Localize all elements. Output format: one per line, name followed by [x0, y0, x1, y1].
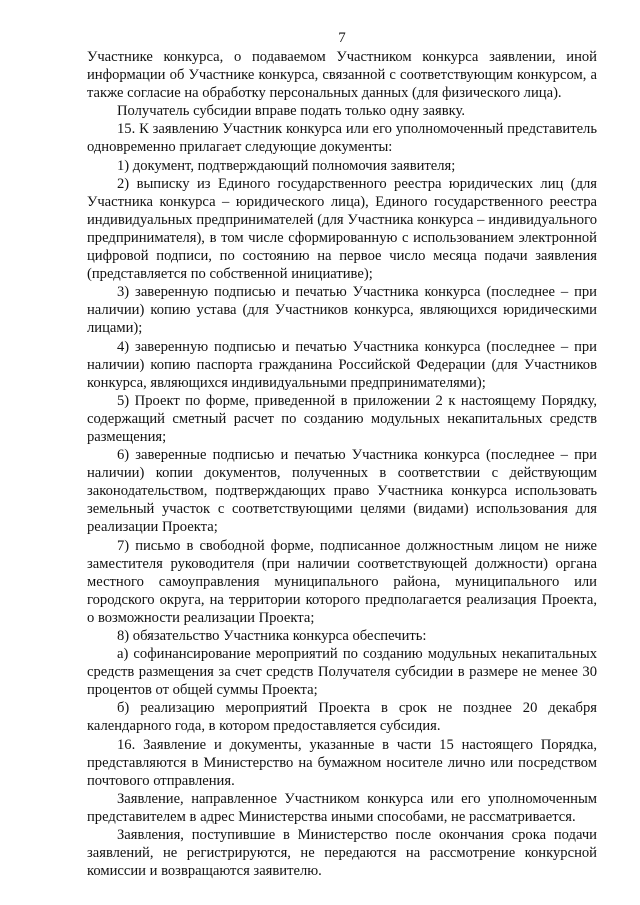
paragraph: 15. К заявлению Участник конкурса или его уполномоченный представитель одновременно прилагает следующие документы: — [87, 121, 597, 156]
paragraph: Участнике конкурса, о подаваемом Участником конкурса заявлении, иной информации об Участнике конкурса, связанной с соответствующим конкурсом, а также согласие на обработку персональных данных (для физического лица). — [87, 49, 597, 102]
paragraph: 4) заверенную подписью и печатью Участника конкурса (последнее – при наличии) копию паспорта гражданина Российской Федерации (для Участников конкурса, являющихся индивидуальными предпринимателями); — [87, 338, 597, 391]
paragraph: б) реализацию мероприятий Проекта в срок не позднее 20 декабря календарного года, в котором предоставляется субсидия. — [87, 700, 597, 735]
document-page — [87, 30, 597, 880]
paragraph: 2) выписку из Единого государственного реестра юридических лиц (для Участника конкурса – юридического лица), Единого государственного реестра индивидуальных предпринимателей (для Участника конкурса – индивидуального предпринимателя), в том числе сформированную с использованием электронной цифровой подписи, по состоянию на первое число месяца подачи заявления (представляется по собственной инициативе); — [87, 175, 597, 283]
paragraph: Заявления, поступившие в Министерство после окончания срока подачи заявлений, не регистрируются, не передаются на рассмотрение конкурсной комиссии и возвращаются заявителю. — [87, 827, 597, 880]
paragraph: Заявление, направленное Участником конкурса или его уполномоченным представителем в адрес Министерства иными способами, не рассматривается. — [87, 790, 597, 825]
document-body — [87, 48, 597, 880]
paragraph: 1) документ, подтверждающий полномочия заявителя; — [117, 157, 456, 174]
paragraph: 3) заверенную подписью и печатью Участника конкурса (последнее – при наличии) копию устава (для Участников конкурса, являющихся юридическими лицами); — [87, 284, 597, 337]
paragraph: 16. Заявление и документы, указанные в части 15 настоящего Порядка, представляются в Министерство на бумажном носителе лично или посредством почтового отправления. — [87, 736, 597, 789]
paragraph: 6) заверенные подписью и печатью Участника конкурса (последнее – при наличии) копии документов, полученных в соответствии с действующим законодательством, подтверждающих право Участника конкурса использовать земельный участок с соответствующими целями (видами) использования для реализации Проекта; — [87, 447, 597, 536]
paragraph: 7) письмо в свободной форме, подписанное должностным лицом не ниже заместителя руководителя (при наличии соответствующей должности) органа местного самоуправления муниципального района, муниципального или городского округа, на территории которого предполагается реализация Проекта, о возможности реализации Проекта; — [87, 537, 597, 626]
paragraph: 5) Проект по форме, приведенной в приложении 2 к настоящему Порядку, содержащий сметный расчет по созданию модульных некапитальных средств размещения; — [87, 392, 597, 445]
page-number: 7 — [338, 30, 346, 46]
paragraph: 8) обязательство Участника конкурса обеспечить: — [117, 628, 427, 644]
paragraph: а) софинансирование мероприятий по созданию модульных некапитальных средств размещения за счет средств Получателя субсидии в размере не менее 30 процентов от общей суммы Проекта; — [87, 646, 597, 699]
paragraph: Получатель субсидии вправе подать только одну заявку. — [117, 103, 465, 120]
